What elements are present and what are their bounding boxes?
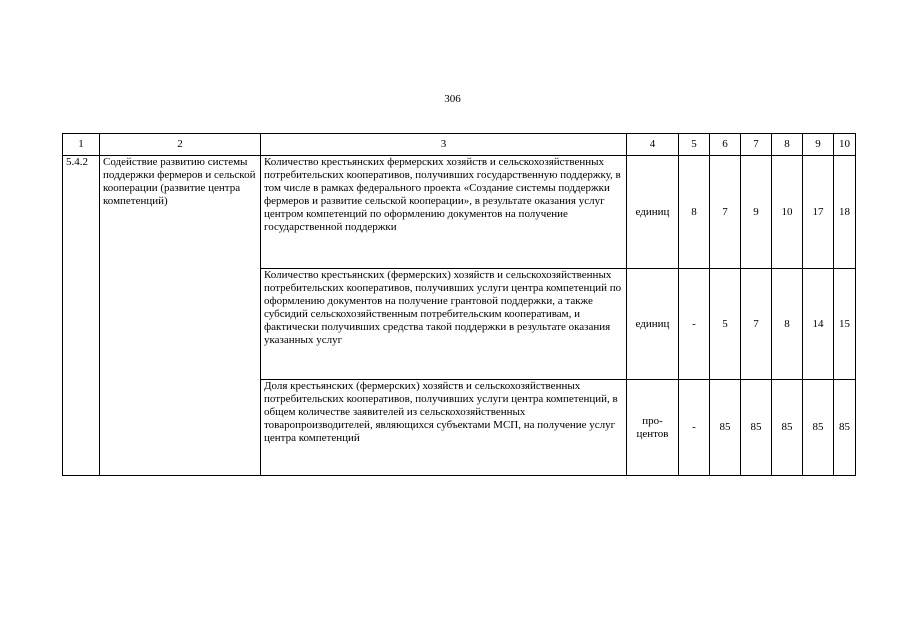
value-cell: 10 — [772, 156, 803, 269]
value-cell: 85 — [772, 380, 803, 476]
unit-cell: единиц — [627, 269, 679, 380]
column-header: 8 — [772, 134, 803, 156]
value-cell: 15 — [834, 269, 856, 380]
value-cell: 85 — [803, 380, 834, 476]
value-cell: 9 — [741, 156, 772, 269]
indicators-table — [62, 133, 856, 476]
measure-name: Содействие развитию системы поддержки фермеров и сельской кооперации (развитие центра компетенций) — [100, 156, 261, 476]
unit-cell: единиц — [627, 156, 679, 269]
column-header: 5 — [679, 134, 710, 156]
indicator-text: Количество крестьянских (фермерских) хозяйств и сельскохозяйственных потребительских кооперативов, получивших услуги центра компетенций по оформлению документов на получение грантовой поддержки, а также субсидий сельскохозяйственным потребительским кооперативам, и фактически получивших средства такой поддержки в результате оказания указанных услуг — [261, 269, 627, 380]
column-header: 6 — [710, 134, 741, 156]
value-cell: 14 — [803, 269, 834, 380]
column-header: 1 — [63, 134, 100, 156]
measure-code: 5.4.2 — [63, 156, 100, 476]
value-cell: 8 — [679, 156, 710, 269]
column-header: 2 — [100, 134, 261, 156]
column-header: 4 — [627, 134, 679, 156]
value-cell: 85 — [741, 380, 772, 476]
value-cell: 8 — [772, 269, 803, 380]
value-cell: - — [679, 380, 710, 476]
value-cell: 85 — [834, 380, 856, 476]
value-cell: 17 — [803, 156, 834, 269]
value-cell: - — [679, 269, 710, 380]
header-row — [63, 134, 856, 156]
value-cell: 7 — [710, 156, 741, 269]
value-cell: 7 — [741, 269, 772, 380]
page-number: 306 — [444, 93, 461, 105]
column-header: 10 — [834, 134, 856, 156]
unit-cell: про- центов — [627, 380, 679, 476]
indicator-text: Доля крестьянских (фермерских) хозяйств и сельскохозяйственных потребительских кооперативов, получивших услуги центра компетенций, в общем количестве заявителей из сельскохозяйственных товаропроизводителей, являющихся субъектами МСП, на получение услуг центра компетенций — [261, 380, 627, 476]
column-header: 3 — [261, 134, 627, 156]
value-cell: 5 — [710, 269, 741, 380]
column-header: 7 — [741, 134, 772, 156]
column-header: 9 — [803, 134, 834, 156]
table-row — [63, 156, 856, 269]
value-cell: 85 — [710, 380, 741, 476]
value-cell: 18 — [834, 156, 856, 269]
indicator-text: Количество крестьянских фермерских хозяйств и сельскохозяйственных потребительских кооперативов, получивших государственную поддержку, в том числе в рамках федерального проекта «Создание системы поддержки фермеров и развитие сельской кооперации», в результате оказания услуг центром компетенций по оформлению документов на получение государственной поддержки — [261, 156, 627, 269]
